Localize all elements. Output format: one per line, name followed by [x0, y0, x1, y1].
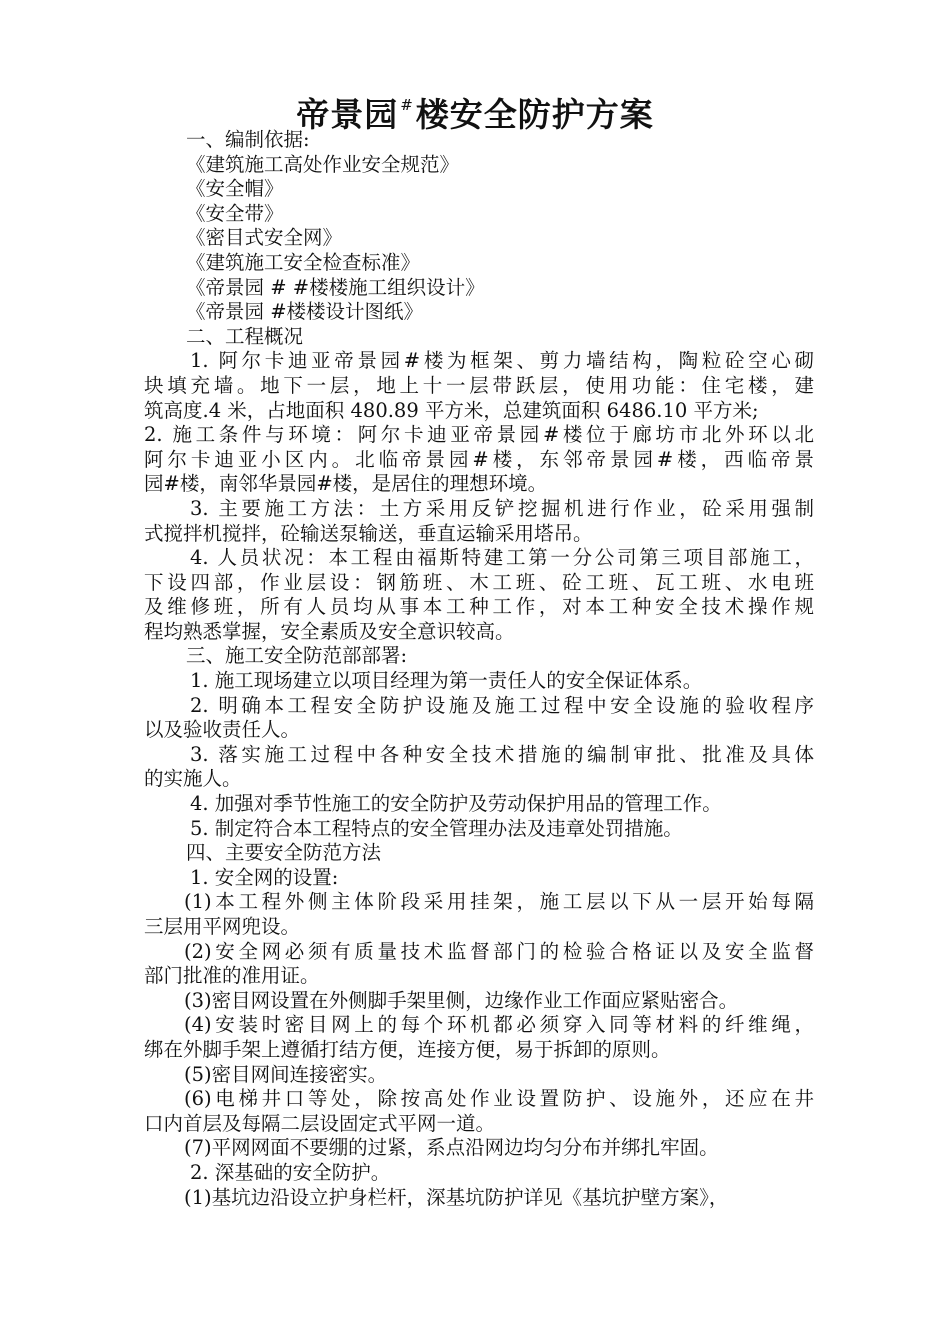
text-line: (5)密目网间连接密实。	[184, 1062, 388, 1086]
text-line: 1. 施工现场建立以项目经理为第一责任人的安全保证体系。	[190, 669, 703, 693]
text-line: 三层用平网兜设。	[144, 915, 301, 938]
text-line: 筑高度.4 米，占地面积 480.89 平方米，总建筑面积 6486.10 平方米;	[144, 398, 759, 422]
text-line: 《建筑施工高处作业安全规范》	[186, 152, 460, 176]
text-line: 5. 制定符合本工程特点的安全管理办法及违章处罚措施。	[190, 816, 683, 840]
text-line: (1)基坑边沿设立护身栏杆，深基坑防护详见《基坑护壁方案》，	[184, 1185, 729, 1209]
text-line: 阿尔卡迪亚小区内。北临帝景园#楼，东邻帝景园#楼，西临帝景	[144, 447, 814, 471]
text-line: (7)平网网面不要绷的过紧，系点沿网边均匀分布并绑扎牢固。	[184, 1136, 719, 1160]
text-line: 《帝景园 #楼楼设计图纸》	[186, 300, 424, 324]
title-hash-mark: #	[400, 96, 414, 114]
text-line: 程均熟悉掌握，安全素质及安全意识较高。	[144, 619, 515, 643]
text-line: 式搅拌机搅拌，砼输送泵输送，垂直运输采用塔吊。	[144, 521, 593, 545]
text-line: 2. 施工条件与环境：阿尔卡迪亚帝景园#楼位于廊坊市北外环以北	[144, 423, 814, 447]
title-prefix: 帝景园	[296, 95, 399, 134]
text-line: 二、工程概况	[186, 324, 304, 348]
text-line: 3. 落实施工过程中各种安全技术措施的编制审批、批准及具体	[190, 742, 814, 766]
text-line: 的实施人。	[144, 767, 242, 791]
text-line: 4. 人员状况：本工程由福斯特建工第一分公司第三项目部施工，	[190, 546, 814, 570]
text-line: 《帝景园 # #楼楼施工组织设计》	[186, 275, 485, 299]
title-suffix: 楼安全防护方案	[415, 95, 654, 134]
text-line: (4)安装时密目网上的每个环机都必须穿入同等材料的纤维绳，	[184, 1013, 814, 1037]
text-line: 《安全带》	[186, 201, 284, 225]
text-line: 《建筑施工安全检查标准》	[186, 250, 421, 274]
text-line: 部门批准的准用证。	[144, 964, 320, 988]
text-line: 块填充墙。地下一层，地上十一层带跃层，使用功能：住宅楼，建	[144, 373, 814, 397]
text-line: 园#楼，南邻华景园#楼，是居住的理想环境。	[144, 472, 548, 496]
text-line: (2)安全网必须有质量技术监督部门的检验合格证以及安全监督	[184, 939, 814, 963]
text-line: 4. 加强对季节性施工的安全防护及劳动保护用品的管理工作。	[190, 792, 722, 816]
text-line: 以及验收责任人。	[144, 718, 301, 742]
text-line: 下设四部，作业层设：钢筋班、木工班、砼工班、瓦工班、水电班	[144, 570, 814, 594]
text-line: 口内首层及每隔二层设固定式平网一道。	[144, 1111, 496, 1135]
text-line: 2. 明确本工程安全防护设施及施工过程中安全设施的验收程序	[190, 693, 814, 717]
text-line: (6)电梯井口等处，除按高处作业设置防护、设施外，还应在井	[184, 1087, 814, 1111]
text-line: 3. 主要施工方法：土方采用反铲挖掘机进行作业，砼采用强制	[190, 496, 814, 520]
text-line: (1)本工程外侧主体阶段采用挂架，施工层以下从一层开始每隔	[184, 890, 814, 914]
text-line: 四、主要安全防范方法	[186, 841, 382, 865]
text-line: 及维修班，所有人员均从事本工种工作，对本工种安全技术操作规	[144, 595, 814, 619]
text-line: 绑在外脚手架上遵循打结方便，连接方便，易于拆卸的原则。	[144, 1037, 671, 1061]
text-line: 三、施工安全防范部部署:	[186, 644, 408, 668]
text-line: 1. 安全网的设置:	[190, 865, 339, 889]
text-line: (3)密目网设置在外侧脚手架里侧，边缘作业工作面应紧贴密合。	[184, 988, 739, 1012]
text-line: 1. 阿尔卡迪亚帝景园#楼为框架、剪力墙结构，陶粒砼空心砌	[190, 349, 814, 373]
text-line: 《密目式安全网》	[186, 226, 343, 250]
text-line: 2. 深基础的安全防护。	[190, 1160, 391, 1184]
text-line: 《安全帽》	[186, 177, 284, 201]
text-line: 一、编制依据:	[186, 128, 310, 151]
document-body	[144, 128, 814, 1210]
